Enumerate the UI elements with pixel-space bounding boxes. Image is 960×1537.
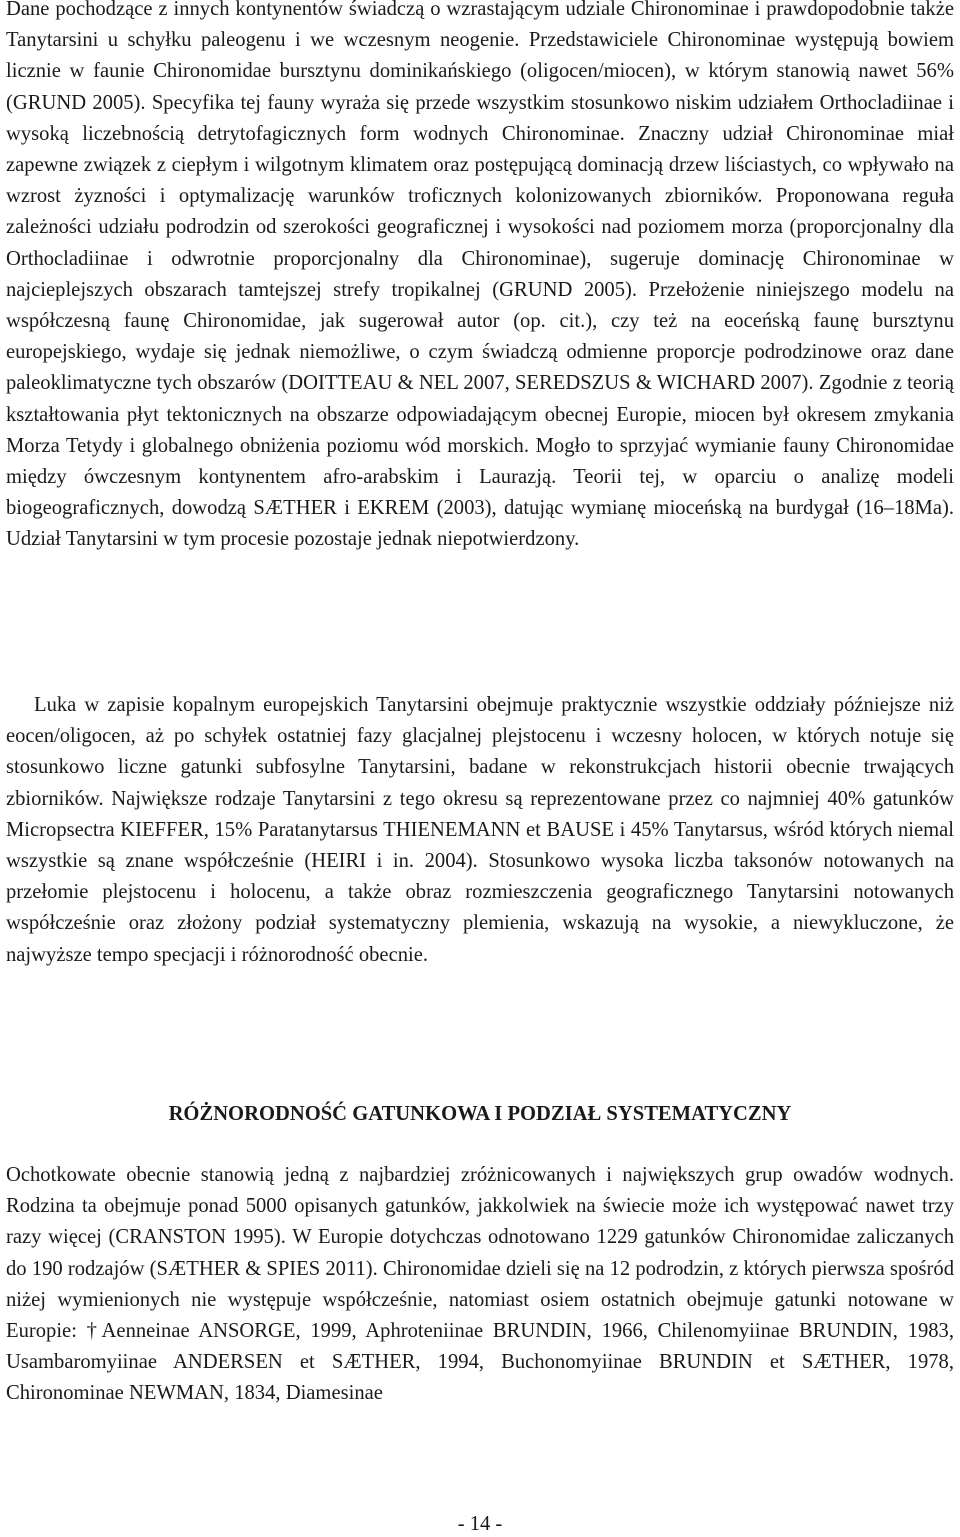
paragraph-fossil-gap: Luka w zapisie kopalnym europejskich Tanytarsini obejmuje praktycznie wszystkie oddziały późniejsze niż eocen/oligocen, aż po schyłek ostatniej fazy glacjalnej plejstocenu i wczesny holocen, w których notuje się stosunkowo liczne gatunki subfosylne Tanytarsini, badane w rekonstrukcjach historii obecnie trwających zbiorników. Największe rodzaje Tanytarsini z tego okresu są reprezentowane przez co najmniej 40% gatunków Micropsectra KIEFFER, 15% Paratanytarsus THIENEMANN et BAUSE i 45% Tanytarsus, wśród których niemal wszystkie są znane współcześnie (HEIRI i in. 2004). Stosunkowo wysoka liczba taksonów notowanych na przełomie plejstocenu i holocenu, a także obraz rozmieszczenia geograficznego Tanytarsini notowanych współcześnie oraz złożony podział systematyczny plemienia, wskazują na wysokie, a niewykluczone, że najwyższe tempo specjacji i różnorodność obecnie. — [6, 694, 954, 966]
page-number: - 14 - — [457, 1513, 503, 1535]
paragraph-paleogene-neogene: Dane pochodzące z innych kontynentów świadczą o wzrastającym udziale Chironominae i prawdopodobnie także Tanytarsini u schyłku paleogenu i we wczesnym neogenie. Przedstawiciele Chironominae występują bowiem licznie w faunie Chironomidae bursztynu dominikańskiego (oligocen/miocen), w którym stanowią nawet 56% (GRUND 2005). Specyfika tej fauny wyraża się przede wszystkim stosunkowo niskim udziałem Orthocladiinae i wysoką liczebnością detrytofagicznych form wodnych Chironominae. Znaczny udział Chironominae miał zapewne związek z ciepłym i wilgotnym klimatem oraz postępującą dominacją drzew liściastych, co wpływało na wzrost żyzności i optymalizację warunków troficznych kolonizowanych zbiorników. Proponowana reguła zależności udziału podrodzin od szerokości geograficznej i wysokości nad poziomem morza (proporcjonalny dla Orthocladiinae i odwrotnie proporcjonalny dla Chironominae), sugeruje dominację Chironominae w najcieplejszych obszarach tamtejszej strefy tropikalnej (GRUND 2005). Przełożenie niniejszego modelu na współczesną faunę Chironomidae, jak sugerował autor (op. cit.), czy też na eoceńską faunę bursztynu europejskiego, wydaje się jednak niemożliwe, o czym świadczą odmienne proporcje podrodzinowe oraz dane paleoklimatyczne tych obszarów (DOITTEAU & NEL 2007, SEREDSZUS & WICHARD 2007). Zgodnie z teorią kształtowania płyt tektonicznych na obszarze odpowiadającym obecnej Europie, miocen był okresem zmykania Morza Tetydy i globalnego obniżenia poziomu wód morskich. Mogło to sprzyjać wymianie fauny Chironomidae między ówczesnym kontynentem afro-arabskim i Laurazją. Teorii tej, w oparciu o analizę modeli biogeograficznych, dowodzą SÆTHER i EKREM (2003), datując wymianę mioceńską na burdygał (16–18Ma). Udział Tanytarsini w tym procesie pozostaje jednak niepotwierdzony. — [6, 0, 954, 551]
paragraph-species-diversity: Ochotkowate obecnie stanowią jedną z najbardziej zróżnicowanych i największych grup owadów wodnych. Rodzina ta obejmuje ponad 5000 opisanych gatunków, jakkolwiek na świecie może ich występować nawet trzy razy więcej (CRANSTON 1995). W Europie dotychczas odnotowano 1229 gatunków Chironomidae zaliczanych do 190 rodzajów (SÆTHER & SPIES 2011). Chironomidae dzieli się na 12 podrodzin, z których pierwsza spośród niżej wymienionych nie występuje współcześnie, natomiast osiem ostatnich obejmuje gatunki notowane w Europie: †Aenneinae ANSORGE, 1999, Aphroteniinae BRUNDIN, 1966, Chilenomyiinae BRUNDIN, 1983, Usambaromyiinae ANDERSEN et SÆTHER, 1994, Buchonomyiinae BRUNDIN et SÆTHER, 1978, Chironominae NEWMAN, 1834, Diamesinae — [6, 1164, 954, 1405]
section-heading: RÓŻNORODNOŚĆ GATUNKOWA I PODZIAŁ SYSTEMATYCZNY — [168, 1103, 792, 1125]
